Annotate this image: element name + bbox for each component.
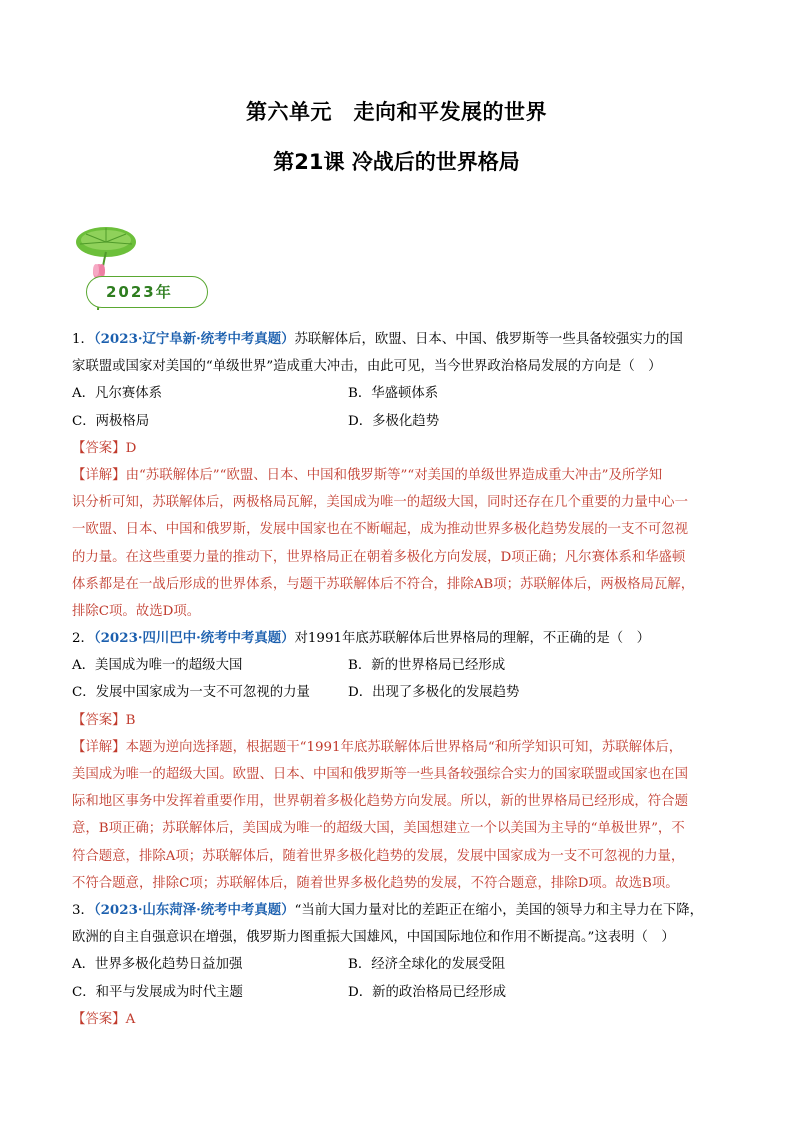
option-d: D．多极化趋势 <box>348 413 440 429</box>
answer-line <box>72 1006 724 1033</box>
options-row <box>72 408 724 435</box>
answer-line <box>72 435 724 462</box>
detail-line <box>72 734 724 761</box>
detail-text: 一欧盟、日本、中国和俄罗斯，发展中国家也在不断崛起，成为推动世界多极化趋势发展的一支不可忽视 <box>72 522 688 538</box>
options-row <box>72 951 724 978</box>
option-d: D．出现了多极化的发展趋势 <box>348 685 520 701</box>
question-stem <box>72 625 724 652</box>
options-row <box>72 652 724 679</box>
detail-text: 本题为逆向选择题，根据题干“1991年底苏联解体后世界格局“和所学知识可知，苏联解体后， <box>125 739 683 755</box>
question-item <box>72 326 724 625</box>
detail-text: 意，B项正确；苏联解体后，美国成为唯一的超级大国，美国想建立一个以美国为主导的“单极世界”，不 <box>72 821 685 837</box>
detail-text: 识分析可知，苏联解体后，两极格局瓦解，美国成为唯一的超级大国，同时还存在几个重要的力量中心一 <box>72 495 688 511</box>
question-number: 3． <box>72 902 94 918</box>
question-number: 2． <box>72 631 94 647</box>
question-stem <box>72 897 724 924</box>
options-row <box>72 380 724 407</box>
question-source: （2023·辽宁阜新·统考中考真题） <box>93 331 295 347</box>
detail-text: 符合题意，排除A项；苏联解体后，随着世界多极化趋势的发展，发展中国家成为一支不可忽视的力量， <box>72 848 685 864</box>
question-list <box>72 326 724 1033</box>
stem-line: 苏联解体后，欧盟、日本、中国、俄罗斯等一些具备较强实力的国 <box>294 332 683 347</box>
question-stem <box>72 326 724 353</box>
stem-line: 对1991年底苏联解体后世界格局的理解，不正确的是（ ） <box>294 631 650 647</box>
detail-label: 【详解】 <box>72 739 126 755</box>
option-d: D．新的政治格局已经形成 <box>348 984 507 1000</box>
year-label: 2023年 <box>106 283 173 301</box>
detail-text: 排除C项。故选D项。 <box>72 603 201 619</box>
detail-text: 际和地区事务中发挥着重要作用，世界朝着多极化趋势方向发展。所以，新的世界格局已经形成，符合题 <box>72 794 688 810</box>
option-c: C．两极格局 <box>72 413 150 429</box>
unit-title: 第六单元 走向和平发展的世界 <box>246 100 547 124</box>
year-badge <box>72 222 212 318</box>
question-source: （2023·四川巴中·统考中考真题） <box>93 630 295 647</box>
option-a: A．世界多极化趋势日益加强 <box>72 957 243 973</box>
detail-text: 由“苏联解体后”“欧盟、日本、中国和俄罗斯等”“对美国的单级世界造成重大冲击”及所学知 <box>125 467 663 483</box>
option-c: C．发展中国家成为一支不可忽视的力量 <box>72 685 310 701</box>
question-number: 1． <box>72 332 94 347</box>
option-b: B．华盛顿体系 <box>348 386 439 402</box>
question-item <box>72 897 724 1033</box>
option-b: B．新的世界格局已经形成 <box>348 658 506 674</box>
question-item <box>72 625 724 897</box>
answer-label: 【答案】 <box>72 1011 126 1027</box>
answer-label: 【答案】 <box>72 712 126 728</box>
detail-text: 美国成为唯一的超级大国。欧盟、日本、中国和俄罗斯等一些具备较强综合实力的国家联盟或国家也在国 <box>72 767 688 782</box>
stem-line: “当前大国力量对比的差距正在缩小，美国的领导力和主导力在下降， <box>294 902 704 918</box>
lesson-title: 第21课 冷战后的世界格局 <box>273 150 520 174</box>
detail-text: 不符合题意，排除C项；苏联解体后，随着世界多极化趋势的发展，不符合题意，排除D项。故选B项。 <box>72 875 679 891</box>
answer-value: D <box>125 440 137 456</box>
detail-text: 的力量。在这些重要力量的推动下，世界格局正在朝着多极化方向发展，D项正确；凡尔赛体系和华盛顿 <box>72 549 686 565</box>
stem-line: 家联盟或国家对美国的“单级世界”造成重大冲击，由此可见，当今世界政治格局发展的方向是（ ） <box>72 359 662 375</box>
options-row <box>72 979 724 1006</box>
options-row <box>72 679 724 706</box>
question-source: （2023·山东菏泽·统考中考真题） <box>93 901 295 918</box>
detail-label: 【详解】 <box>72 467 126 483</box>
answer-line <box>72 707 724 734</box>
option-a: A．凡尔赛体系 <box>72 386 163 402</box>
answer-value: B <box>125 712 136 728</box>
stem-line: 欧洲的自主自强意识在增强，俄罗斯力图重振大国雄风，中国国际地位和作用不断提高。”这表明（ ） <box>72 930 675 946</box>
answer-label: 【答案】 <box>72 440 126 456</box>
option-a: A．美国成为唯一的超级大国 <box>72 658 243 674</box>
answer-value: A <box>125 1011 136 1027</box>
detail-line <box>72 462 724 489</box>
option-b: B．经济全球化的发展受阻 <box>348 957 506 973</box>
detail-text: 体系都是在一战后形成的世界体系，与题干苏联解体后不符合，排除AB项；苏联解体后，两极格局瓦解， <box>72 576 695 592</box>
option-c: C．和平与发展成为时代主题 <box>72 984 243 1000</box>
